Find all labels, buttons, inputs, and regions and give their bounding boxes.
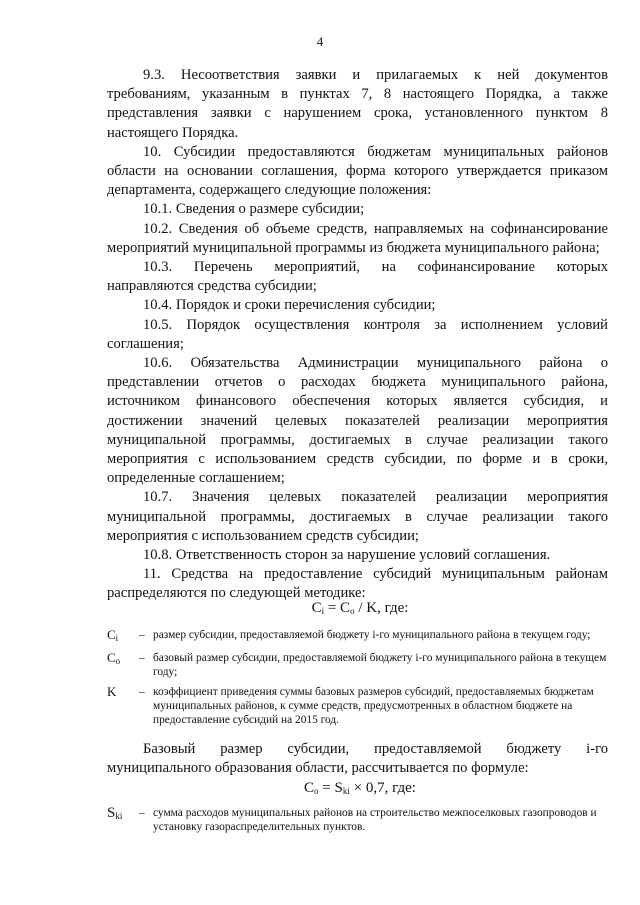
formula-legend-2 [107, 806, 608, 834]
legend-item-ski: $S_{ki}$ – сумма расходов муниципальных районов на строительство межпоселковых газопроводов и установку газораспределительных пунктов. [107, 805, 597, 833]
formula-legend-1 [107, 628, 608, 727]
legend-item-ci: $C_i$ – размер субсидии, предоставляемой бюджету i-го муниципального района в текущем году; [107, 627, 591, 643]
paragraph-10-1: 10.1. Сведения о размере субсидии; [143, 201, 365, 218]
formula-subsidy: $C_i = C_o / K$, где: [311, 600, 409, 616]
paragraph-base-size: Базовый размер субсидии, предоставляемой бюджету i-го муниципального образования области, рассчитывается по формуле: [107, 741, 608, 777]
page-number: 4 [316, 34, 324, 49]
legend-item-k: K – коэффициент приведения суммы базовых размеров субсидий, предоставляемых бюджетам муниципальных районов, к сумме средств, предусмотренных в областном бюджете на предоставление субсидий на 2015 год. [107, 684, 594, 726]
paragraph-11: 11. Средства на предоставление субсидий муниципальным районам распределяются по следующей методике: [107, 566, 608, 602]
formula-base-subsidy: $C_o = S_{ki} \times 0,7$, где: [304, 780, 416, 796]
paragraph-10-7: 10.7. Значения целевых показателей реализации мероприятия муниципальной программы, достигаемых в случае реализации такого мероприятия с использованием средств субсидии; [107, 489, 608, 544]
paragraph-10-5: 10.5. Порядок осуществления контроля за исполнением условий соглашения; [107, 316, 608, 352]
paragraph-10-8: 10.8. Ответственность сторон за нарушение условий соглашения. [143, 547, 551, 564]
document-body-2 [107, 740, 608, 778]
paragraph-10-4: 10.4. Порядок и сроки перечисления субсидии; [143, 297, 436, 314]
paragraph-10-6: 10.6. Обязательства Администрации муниципального района о представлении отчетов о расходах бюджета муниципального района, источником финансового обеспечения которых является субсидия, и достижении значений целевых показателей реализации мероприятия муниципальной программы, достигаемых в случае реализации такого мероприятия с использованием средств субсидии, по форме и в сроки, определенные соглашением; [107, 355, 608, 487]
paragraph-10: 10. Субсидии предоставляются бюджетам муниципальных районов области на основании соглашения, форма которого утверждается приказом департамента, содержащего следующие положения: [107, 143, 608, 199]
document-body [107, 66, 608, 604]
legend-item-co: $C_o$ – базовый размер субсидии, предоставляемой бюджету i-го муниципального района в текущем году; [107, 650, 607, 678]
paragraph-10-2: 10.2. Сведения об объеме средств, направляемых на софинансирование мероприятий муниципальной программы из бюджета муниципального района; [107, 220, 608, 256]
paragraph-9-3: 9.3. Несоответствия заявки и прилагаемых к ней документов требованиям, указанным в пунктах 7, 8 настоящего Порядка, а также представления заявки с нарушением срока, установленного пунктом 8 настоящего Порядка. [107, 67, 608, 141]
paragraph-10-3: 10.3. Перечень мероприятий, на софинансирование которых направляются средства субсидии; [107, 259, 608, 295]
